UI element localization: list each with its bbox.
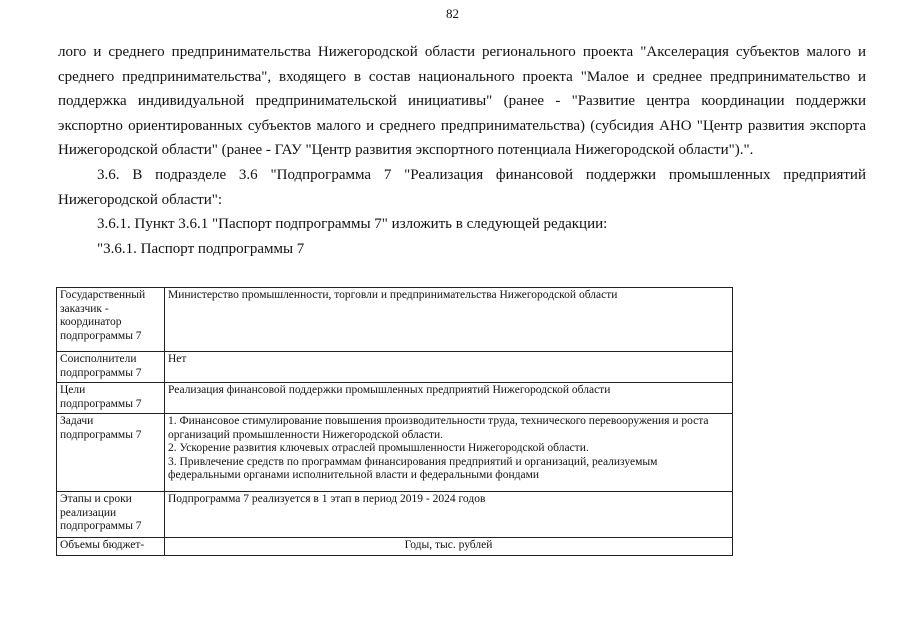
- customer-value: Министерство промышленности, торговли и предпринимательства Нижегородской области: [165, 288, 733, 352]
- stages-value: Подпрограмма 7 реализуется в 1 этап в период 2019 - 2024 годов: [165, 492, 733, 538]
- task-item: 1. Финансовое стимулирование повышения производительности труда, технического перевооружения и роста организаций промышленности Нижегородской области.: [168, 415, 709, 441]
- coexecutors-value: Нет: [165, 352, 733, 383]
- paragraph-passport-heading: "3.6.1. Паспорт подпрограммы 7: [97, 240, 305, 257]
- table-row: [57, 492, 733, 538]
- customer-label: Государственный заказчик - координатор подпрограммы 7: [57, 288, 165, 352]
- table-row: [57, 383, 733, 414]
- task-item: 2. Ускорение развития ключевых отраслей промышленности Нижегородской области.: [168, 442, 589, 454]
- paragraph-item-3-6-1: 3.6.1. Пункт 3.6.1 "Паспорт подпрограммы 7" изложить в следующей редакции:: [97, 216, 608, 233]
- table-row: [57, 288, 733, 352]
- budget-value: Годы, тыс. рублей: [165, 538, 733, 556]
- paragraph-continuation: лого и среднего предпринимательства Нижегородской области регионального проекта "Акселерация субъектов малого и среднего предпринимательства", входящего в состав национального проекта "Малое и среднее предпринимательство и поддержка индивидуальной предпринимательской инициативы" (ранее - "Развитие центра координации поддержки экспортно ориентированных субъектов малого и среднего предпринимательства) (субсидия АНО "Центр развития экспорта Нижегородской области" (ранее - ГАУ "Центр развития экспортного потенциала Нижегородской области").".: [58, 44, 866, 159]
- document-body: [58, 40, 866, 261]
- stages-label: Этапы и сроки реализации подпрограммы 7: [57, 492, 165, 538]
- goals-label: Цели подпрограммы 7: [57, 383, 165, 414]
- paragraph-section-3-6: 3.6. В подразделе 3.6 "Подпрограмма 7 "Реализация финансовой поддержки промышленных предприятий Нижегородской области":: [58, 166, 866, 208]
- goals-value: Реализация финансовой поддержки промышленных предприятий Нижегородской области: [165, 383, 733, 414]
- tasks-value: [165, 414, 733, 492]
- coexecutors-label: Соисполнители подпрограммы 7: [57, 352, 165, 383]
- task-item: 3. Привлечение средств по программам финансирования предприятий и организаций, реализуемым федеральными органами исполнительной власти и федеральными фондами: [168, 455, 658, 481]
- subprogram-passport-table: [56, 287, 733, 556]
- table-row: [57, 352, 733, 383]
- budget-label: Объемы бюджет-: [57, 538, 165, 556]
- table-row: [57, 538, 733, 556]
- table-row: [57, 414, 733, 492]
- page-number: 82: [446, 6, 459, 21]
- tasks-label: Задачи подпрограммы 7: [57, 414, 165, 492]
